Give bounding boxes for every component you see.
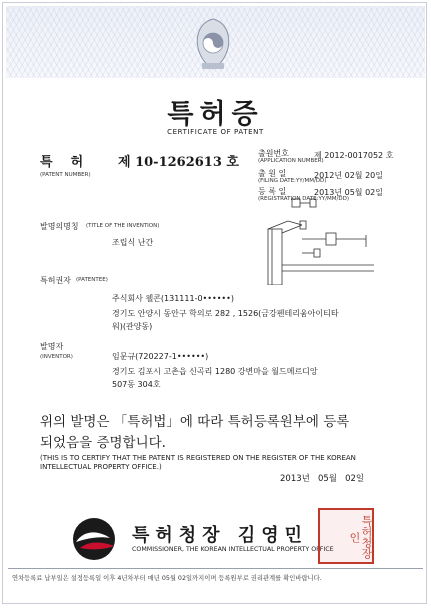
inventor-label-en: (INVENTOR) — [40, 354, 73, 360]
inventor-label: 발명자 — [40, 342, 64, 351]
official-seal — [318, 508, 374, 564]
issuer-name-en: COMMISSIONER, THE KOREAN INTELLECTUAL PROPERTY OFFICE — [132, 546, 334, 553]
registration-label: 등 록 일 — [258, 187, 287, 196]
issue-date: 2013년 05월 02일 — [280, 474, 365, 484]
footer-note: 연차등록료 납부일은 설정등록일 이후 4년차부터 매년 05월 02일까지이며 등록원부로 권리관계를 확인바랍니다. — [12, 575, 322, 582]
patentee-label-en: (PATENTEE) — [76, 277, 108, 283]
application-label: 출원번호 — [258, 149, 289, 158]
registration-label-en: (REGISTRATION DATE:YY/MM/DD) — [258, 196, 349, 202]
invention-drawing — [262, 195, 382, 285]
certificate-title: 특허증 — [167, 99, 264, 130]
application-number: 제 2012-0017052 호 — [314, 151, 394, 160]
patentee-name: 주식회사 웰콘(131111-0••••••) — [112, 294, 234, 303]
patentee-label: 특허권자 — [40, 276, 71, 285]
patent-label: 특 허 — [40, 155, 84, 170]
national-emblem-icon — [190, 16, 236, 74]
patentee-address-line2: 워)(관양동) — [112, 322, 153, 331]
declaration-ko-line2: 되었음을 증명합니다. — [40, 435, 166, 451]
registration-date: 2013년 05월 02일 — [314, 188, 383, 197]
certificate-subtitle: CERTIFICATE OF PATENT — [167, 128, 264, 136]
application-label-en: (APPLICATION NUMBER) — [258, 158, 324, 164]
declaration-en — [40, 454, 410, 472]
patentee-address-line1: 경기도 안양시 동안구 학의로 282 , 1526(금강펜테리움아이티타 — [112, 309, 339, 318]
declaration-en-line2: INTELLECTUAL PROPERTY OFFICE.) — [40, 463, 162, 471]
invention-label: 발명의명칭 — [40, 222, 79, 231]
filing-label-en: (FILING DATE:YY/MM/DD) — [258, 178, 327, 184]
declaration-ko-line1: 위의 발명은 「특허법」에 따라 특허등록원부에 등록 — [40, 414, 350, 430]
invention-title: 조립식 난간 — [112, 238, 154, 247]
declaration-en-line1: (THIS IS TO CERTIFY THAT THE PATENT IS REGISTERED ON THE REGISTER OF THE KOREAN — [40, 454, 356, 462]
issuer-name: 특허청장 김영민 — [132, 525, 308, 546]
footer-divider — [8, 568, 423, 569]
inventor-address-line2: 507동 304호 — [112, 380, 161, 389]
invention-label-en: (TITLE OF THE INVENTION) — [86, 223, 160, 229]
inventor-name: 임문규(720227-1••••••) — [112, 352, 209, 361]
filing-label: 출 원 일 — [258, 169, 287, 178]
patent-number: 제 10-1262613 호 — [118, 155, 239, 170]
seal-text: 특허청장인 — [348, 515, 373, 559]
inventor-address-line1: 경기도 김포시 고촌읍 신곡리 1280 강변마을 월드메르디앙 — [112, 367, 318, 376]
kipo-logo-icon — [66, 516, 122, 562]
declaration-ko — [40, 412, 400, 454]
patent-label-en: (PATENT NUMBER) — [40, 172, 91, 178]
filing-date: 2012년 02월 20일 — [314, 171, 383, 180]
